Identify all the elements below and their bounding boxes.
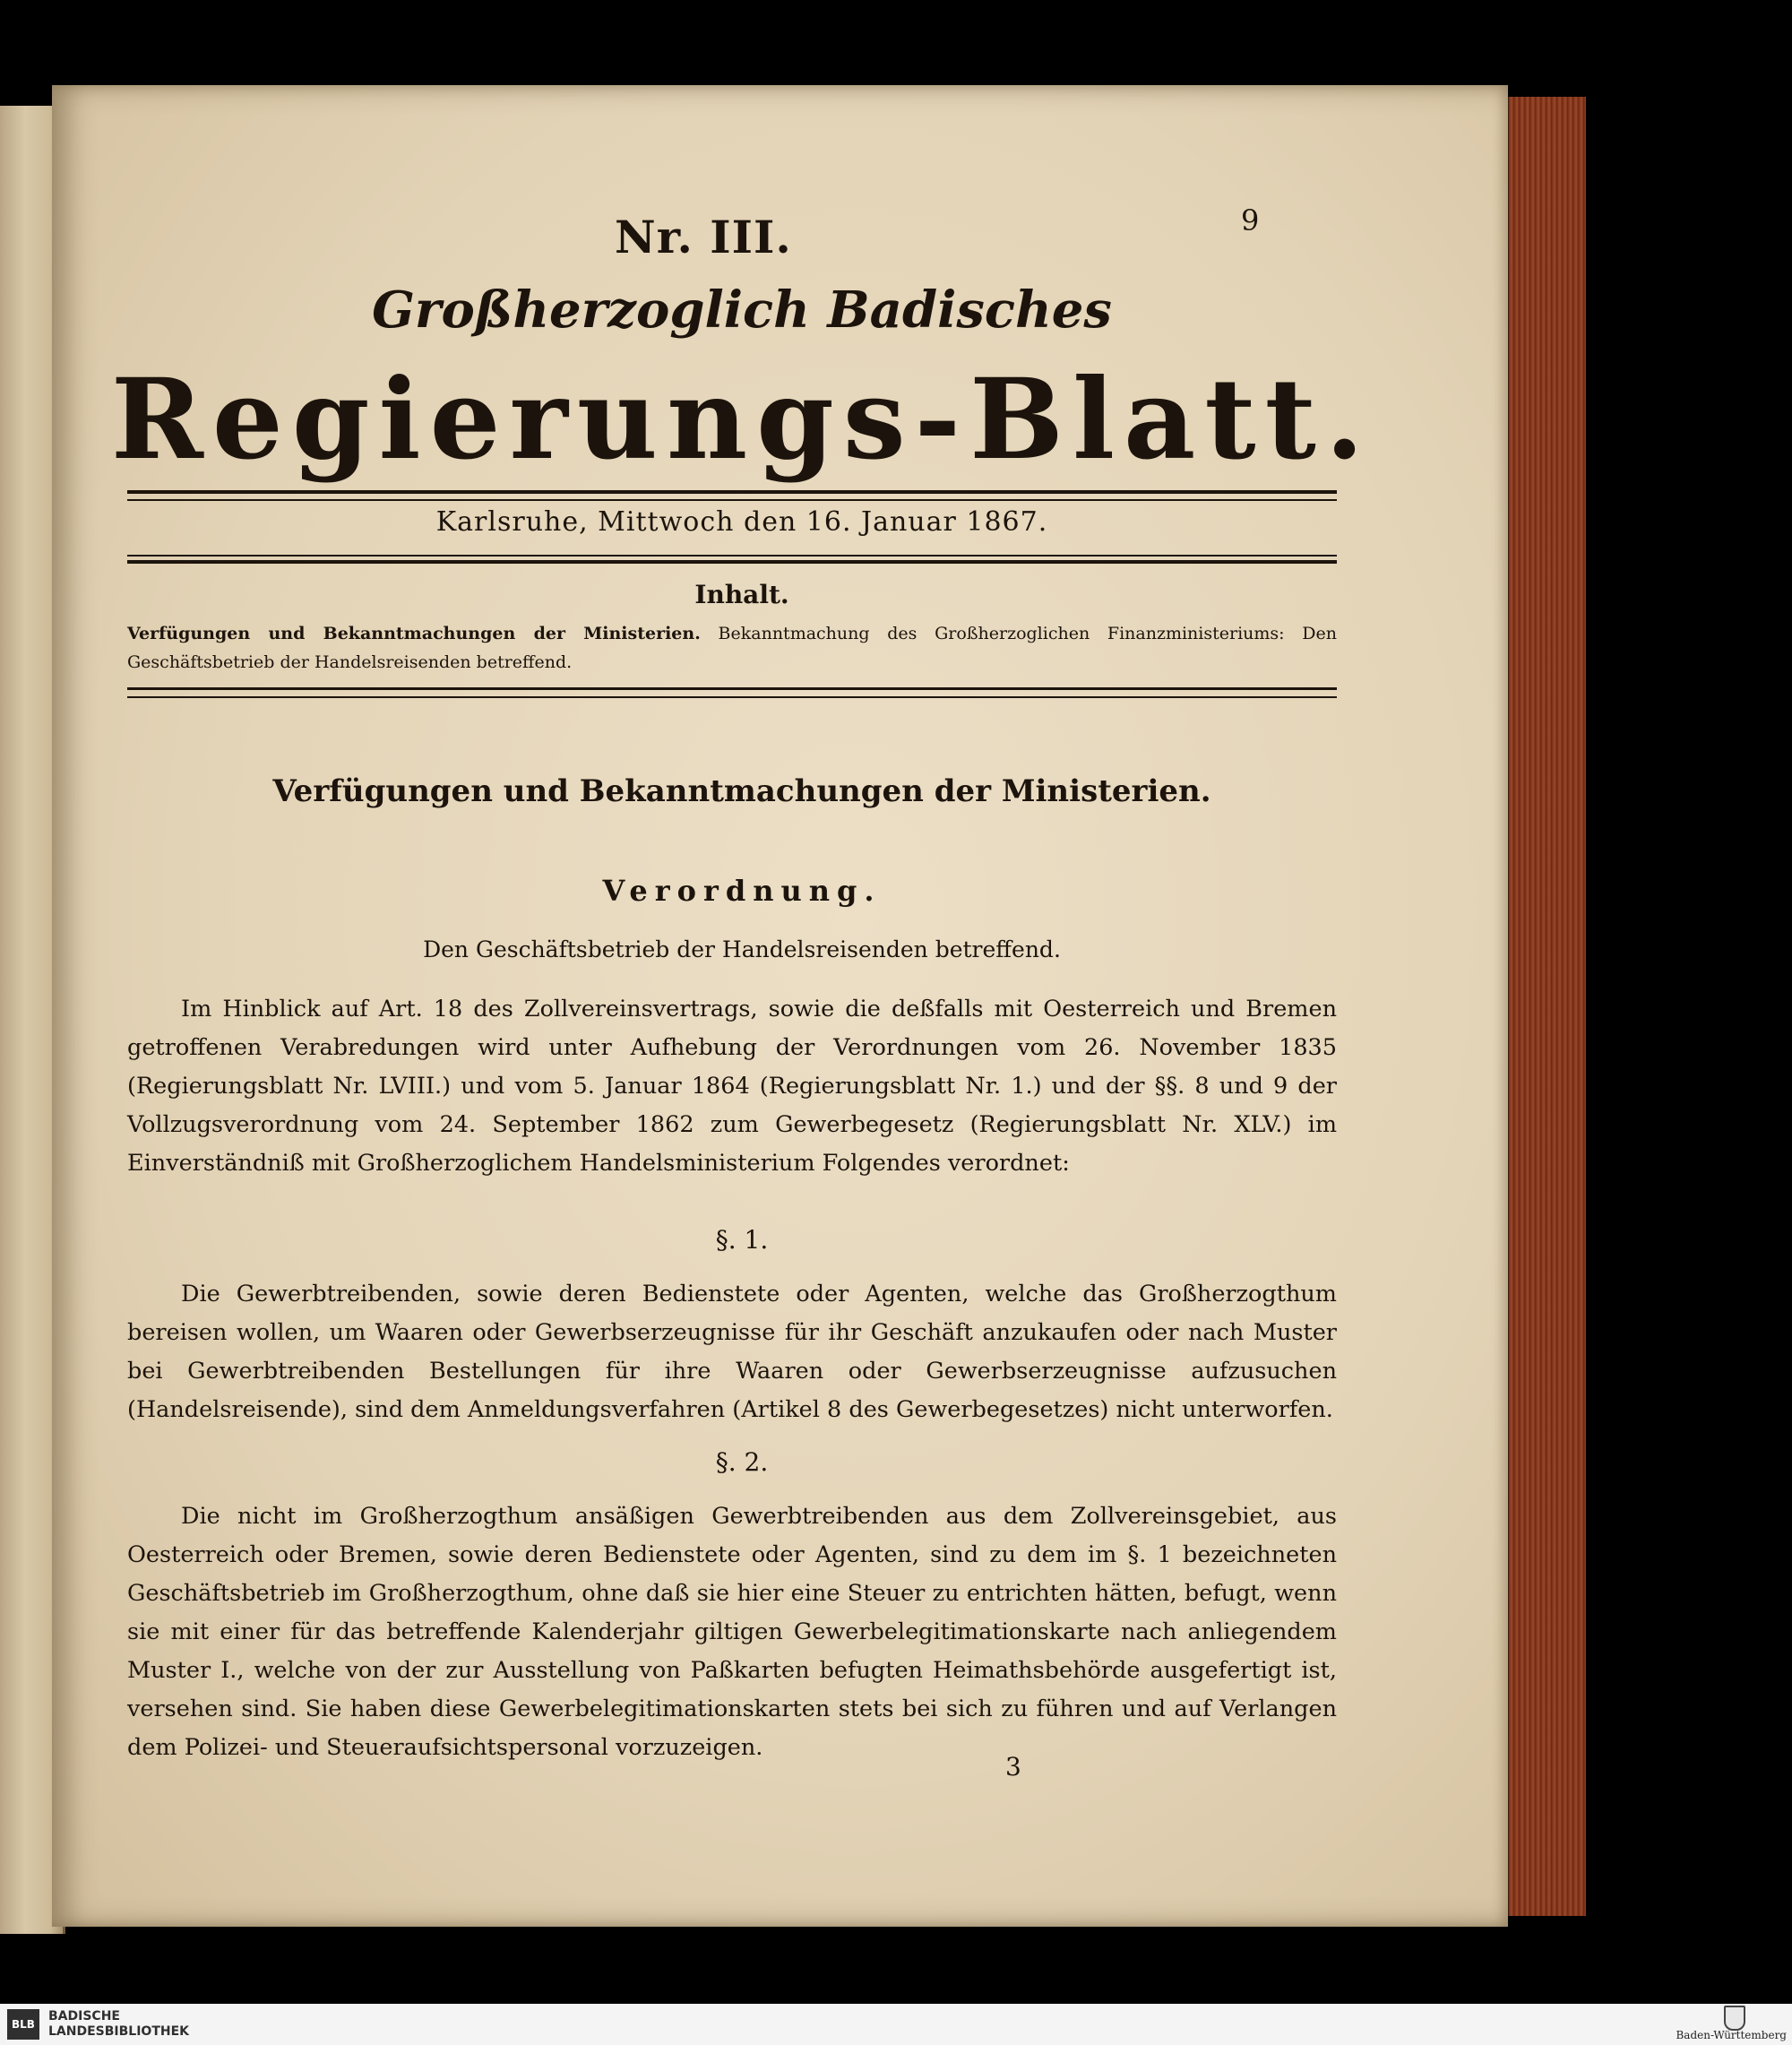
rule-date-thin (127, 555, 1337, 557)
state-name: Baden-Württemberg (1676, 2029, 1787, 2041)
page-edges (1505, 97, 1586, 1916)
rule-date (127, 560, 1337, 564)
document-page (52, 85, 1508, 1927)
intro-text: Im Hinblick auf Art. 18 des Zollvereinsvertrags, sowie die deßfalls mit Oesterreich und Bremen getroffenen Verabredungen wird unter Aufhebung der Verordnungen vom 26. November 1835 (Regierungsblatt Nr. LVIII.) und vom 5. Januar 1864 (Regierungsblatt Nr. 1.) und der §§. 8 und 9 der Vollzugsverordnung vom 24. September 1862 zum Gewerbegesetz (Regierungsblatt Nr. XLV.) im Einverständniß mit Großherzoglichem Handelsministerium Folgendes verordnet: (127, 996, 1337, 1177)
toc-bold: Verfügungen und Bekanntmachungen der Ministerien. (127, 624, 701, 643)
intro-paragraph (127, 990, 1337, 1183)
toc-rest: Bekanntmachung des Großherzoglichen Finanzministeriums: Den Geschäftsbetrieb der Handelsreisenden betreffend. (127, 624, 1337, 672)
title-main: Regierungs-Blatt. (110, 355, 1374, 485)
section2-text: Die nicht im Großherzogthum ansäßigen Gewerbtreibenden aus dem Zollvereinsgebiet, aus Oesterreich oder Bremen, sowie deren Bedienstete oder Agenten, sind zu dem im §. 1 bezeichneten Geschäftsbetrieb im Großherzogthum, ohne daß sie hier eine Steuer zu entrichten hätten, befugt, wenn sie mit einer für das betreffende Kalenderjahr giltigen Gewerbelegitimationskarte nach anliegendem Muster I., welche von der zur Ausstellung von Paßkarten befugten Heimathsbehörde ausgefertigt ist, versehen sind. Sie haben diese Gewerbelegitimationskarten stets bei sich zu führen und auf Verlangen dem Polizei- und Steueraufsichtspersonal vorzuzeigen. (127, 1503, 1337, 1761)
section1-text: Die Gewerbtreibenden, sowie deren Bedienstete oder Agenten, welche das Großherzogthum bereisen wollen, um Waaren oder Gewerbserzeugnisse für ihr Geschäft anzukaufen oder nach Muster bei Gewerbtreibenden Bestellungen für ihre Waaren oder Gewerbserzeugnisse aufzusuchen (Handelsreisende), sind dem Anmeldungsverfahren (Artikel 8 des Gewerbegesetzes) nicht unterworfen. (127, 1281, 1337, 1423)
issue-number: Nr. III. (615, 211, 792, 263)
library-name: BADISCHE LANDESBIBLIOTHEK (48, 2009, 190, 2039)
section2-heading: §. 2. (715, 1447, 769, 1477)
blb-logo[interactable]: BLB (7, 2009, 39, 2040)
date-line: Karlsruhe, Mittwoch den 16. Januar 1867. (435, 506, 1048, 538)
rule-toc (127, 687, 1337, 690)
rule-toc-thin (127, 696, 1337, 698)
section1-paragraph (127, 1275, 1337, 1429)
state-crest-icon (1724, 2006, 1745, 2031)
rule-top (127, 490, 1337, 494)
section1-heading: §. 1. (715, 1225, 769, 1255)
doc-subject: Den Geschäftsbetrieb der Handelsreisenden betreffend. (423, 936, 1061, 962)
doc-type: Verordnung. (602, 874, 882, 908)
section2-paragraph (127, 1497, 1337, 1767)
footer-bar (0, 2004, 1792, 2045)
toc-title: Inhalt. (694, 580, 789, 609)
page-number: 9 (1241, 203, 1260, 237)
signature-number: 3 (1005, 1752, 1021, 1782)
section-title: Verfügungen und Bekanntmachungen der Ministerien. (272, 773, 1211, 809)
title-top: Großherzoglich Badisches (372, 280, 1112, 340)
toc-text (127, 619, 1337, 677)
rule-top-thin (127, 499, 1337, 501)
